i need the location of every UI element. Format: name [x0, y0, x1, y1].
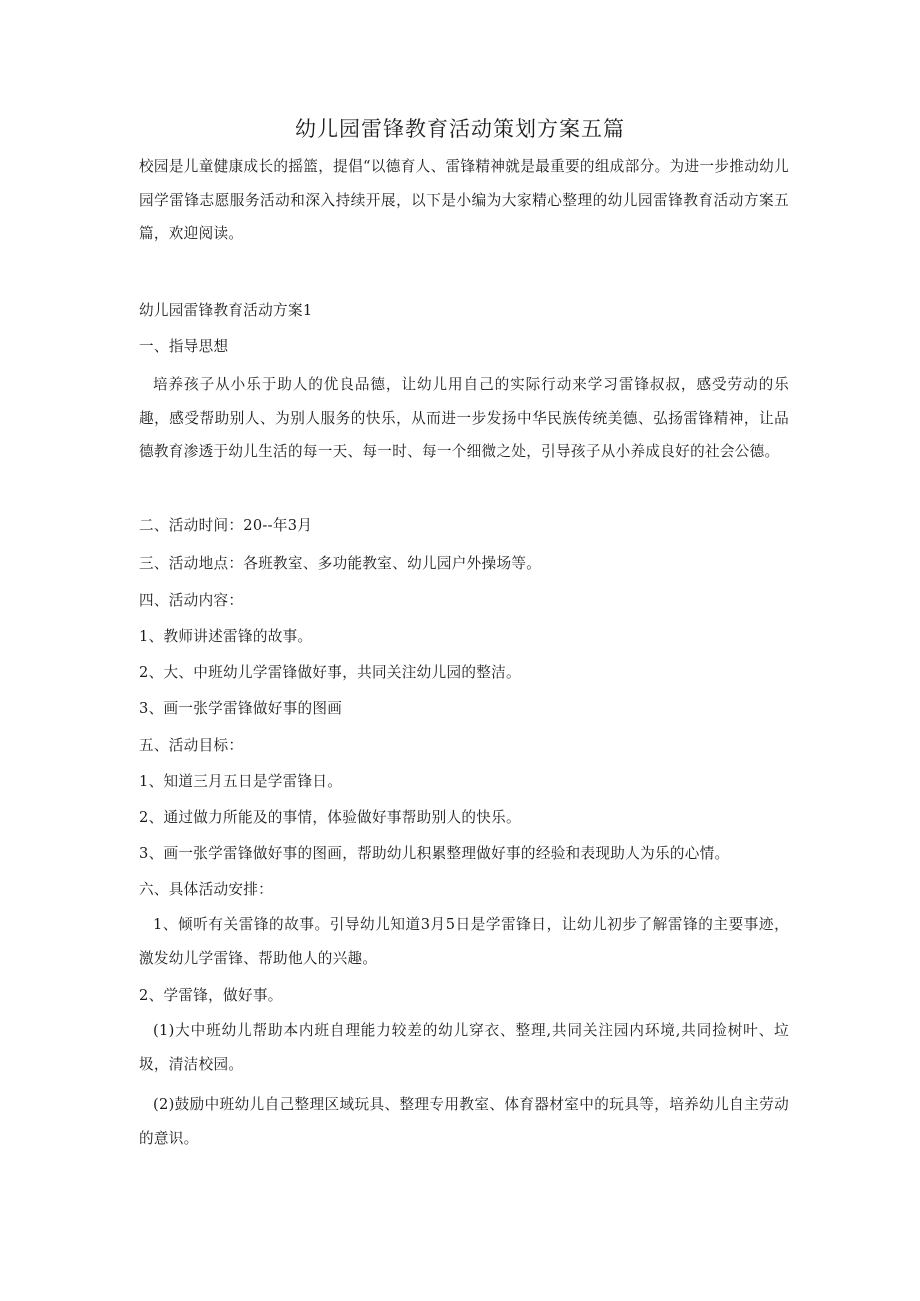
section-heading-schedule: 六、具体活动安排：	[139, 881, 274, 898]
document-title: 幼儿园雷锋教育活动策划方案五篇	[295, 117, 625, 141]
list-item: 3、画一张学雷锋做好事的图画	[139, 700, 343, 717]
plan-heading: 幼儿园雷锋教育活动方案1	[139, 302, 313, 319]
activity-time: 二、活动时间：20--年3月	[139, 517, 313, 534]
schedule-subitem-1: (1)大中班幼儿帮助本内班自理能力较差的幼儿穿衣、整理,共同关注园内环境,共同捡树叶、垃圾，清洁校园。	[139, 1022, 789, 1073]
list-item: 3、画一张学雷锋做好事的图画，帮助幼儿积累整理做好事的经验和表现助人为乐的心情。	[139, 845, 730, 862]
intro-paragraph: 校园是儿童健康成长的摇篮，提倡“以德育人、雷锋精神就是最重要的组成部分。为进一步推动幼儿园学雷锋志愿服务活动和深入持续开展，以下是小编为大家精心整理的幼儿园雷锋教育活动方案五篇，欢迎阅读。	[139, 158, 789, 242]
section-heading-guiding-thought: 一、指导思想	[139, 338, 229, 355]
list-item: 2、通过做力所能及的事情，体验做好事帮助别人的快乐。	[139, 809, 521, 826]
list-item: 2、大、中班幼儿学雷锋做好事，共同关注幼儿园的整洁。	[139, 664, 521, 681]
list-item: 1、教师讲述雷锋的故事。	[139, 628, 313, 645]
guiding-thought-paragraph: 培养孩子从小乐于助人的优良品德，让幼儿用自己的实际行动来学习雷锋叔叔，感受劳动的乐趣，感受帮助别人、为别人服务的快乐，从而进一步发扬中华民族传统美德、弘扬雷锋精神，让品德教育渗透于幼儿生活的每一天、每一时、每一个细微之处，引导孩子从小养成良好的社会公德。	[139, 376, 789, 460]
list-item: 1、知道三月五日是学雷锋日。	[139, 773, 343, 790]
section-heading-goals: 五、活动目标：	[139, 737, 244, 754]
activity-location: 三、活动地点：各班教室、多功能教室、幼儿园户外操场等。	[139, 555, 542, 572]
schedule-item-1: 1、倾听有关雷锋的故事。引导幼儿知道3月5日是学雷锋日，让幼儿初步了解雷锋的主要事迹，激发幼儿学雷锋、帮助他人的兴趣。	[139, 916, 789, 967]
section-heading-content: 四、活动内容：	[139, 592, 244, 609]
schedule-item-2: 2、学雷锋，做好事。	[139, 987, 283, 1004]
schedule-subitem-2: (2)鼓励中班幼儿自己整理区域玩具、整理专用教室、体育器材室中的玩具等，培养幼儿自主劳动的意识。	[139, 1096, 789, 1147]
